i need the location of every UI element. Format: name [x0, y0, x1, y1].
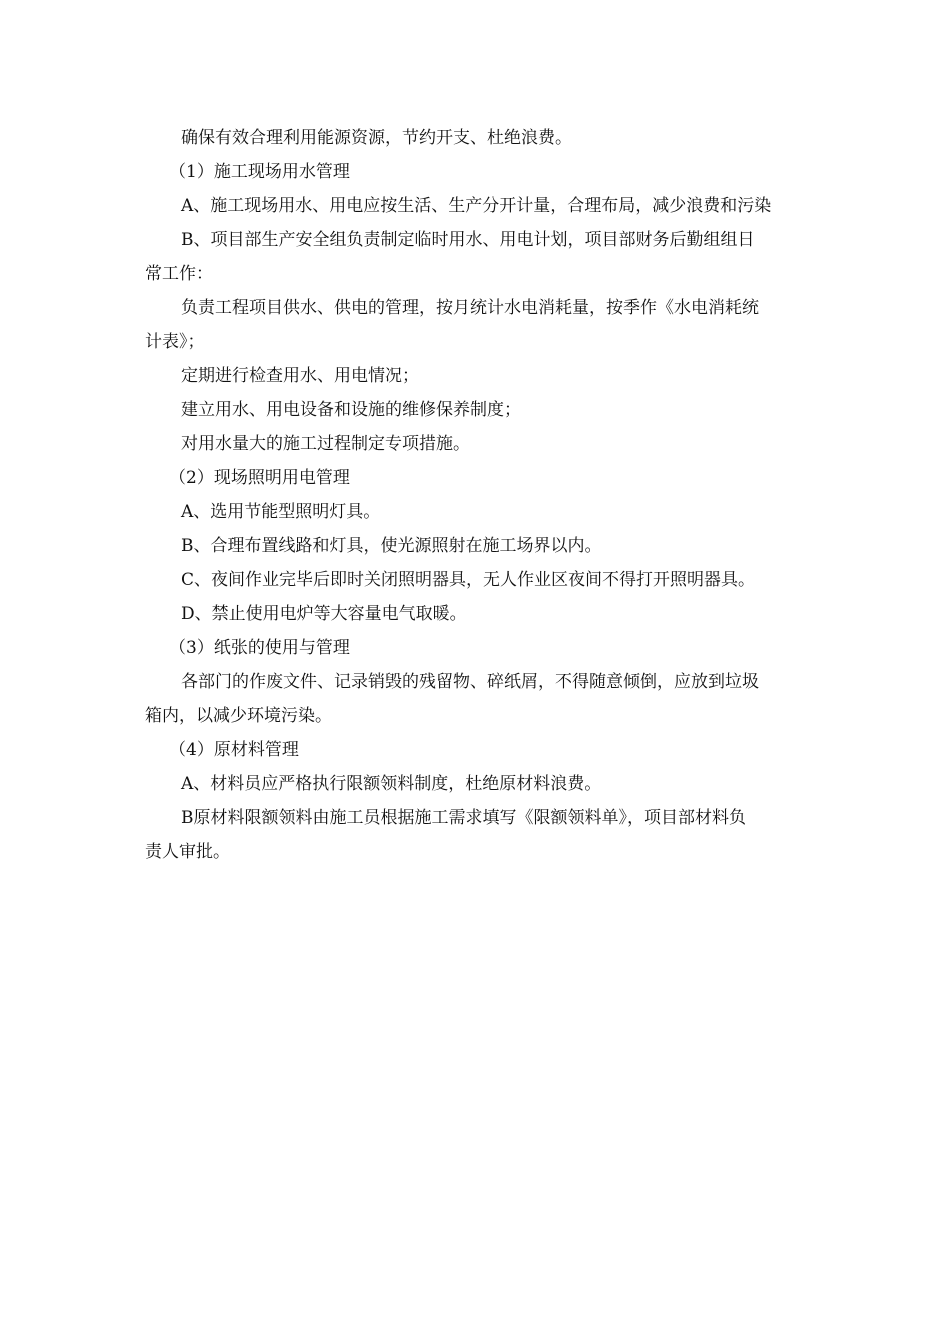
paragraph-line: 建立用水、用电设备和设施的维修保养制度； — [181, 400, 521, 420]
paragraph-line: 箱内，以减少环境污染。 — [145, 706, 332, 726]
paragraph-line: A、施工现场用水、用电应按生活、生产分开计量，合理布局，减少浪费和污染 — [181, 196, 772, 216]
paragraph-line: A、选用节能型照明灯具。 — [181, 502, 381, 522]
paragraph-line: D、禁止使用电炉等大容量电气取暖。 — [181, 604, 467, 624]
paragraph-line: 确保有效合理利用能源资源，节约开支、杜绝浪费。 — [181, 128, 572, 148]
document-body — [145, 121, 813, 869]
paragraph-line: 对用水量大的施工过程制定专项措施。 — [181, 434, 470, 454]
paragraph-line: B、项目部生产安全组负责制定临时用水、用电计划，项目部财务后勤组组日 — [181, 230, 755, 250]
paragraph-line: 责人审批。 — [145, 842, 230, 862]
paragraph-line: C、夜间作业完毕后即时关闭照明器具，无人作业区夜间不得打开照明器具。 — [181, 570, 756, 590]
paragraph-line: 计表》； — [145, 332, 205, 352]
section-heading-paper: （3）纸张的使用与管理 — [169, 638, 350, 658]
paragraph-line: B、合理布置线路和灯具，使光源照射在施工场界以内。 — [181, 536, 602, 556]
paragraph-line: A、材料员应严格执行限额领料制度，杜绝原材料浪费。 — [181, 774, 602, 794]
paragraph-line: 常工作： — [145, 264, 213, 284]
section-heading-lighting: （2）现场照明用电管理 — [169, 468, 350, 488]
section-heading-water: （1）施工现场用水管理 — [169, 162, 350, 182]
paragraph-line: 各部门的作废文件、记录销毁的残留物、碎纸屑，不得随意倾倒，应放到垃圾 — [181, 672, 759, 692]
paragraph-line: 负责工程项目供水、供电的管理，按月统计水电消耗量，按季作《水电消耗统 — [181, 298, 759, 318]
paragraph-line: B原材料限额领料由施工员根据施工需求填写《限额领料单》，项目部材料负 — [181, 808, 746, 828]
section-heading-materials: （4）原材料管理 — [169, 740, 299, 760]
paragraph-line: 定期进行检查用水、用电情况； — [181, 366, 419, 386]
